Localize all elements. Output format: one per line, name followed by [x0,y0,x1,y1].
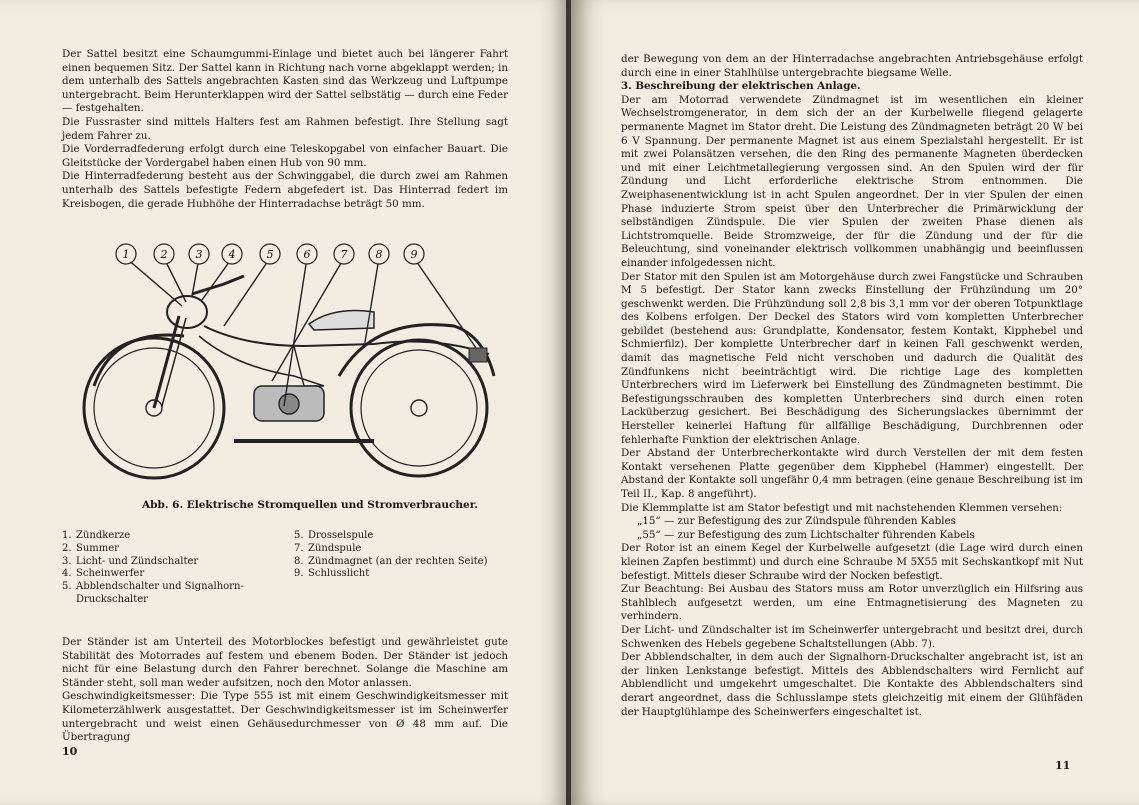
svg-text:2: 2 [160,248,168,261]
legend-number: 5. [62,581,72,593]
callout-4 [222,244,242,264]
paragraph-hinterradfederung: Die Hinterradfederung besteht aus der Schwinggabel, die durch zwei am Rahmen unterhalb des Sattels befestigte Federn abgefedert ist. Das Hinterrad federt im Kreisbogen, die gerade Hubhöhe der Hinterradachse beträgt 50 mm. [62,170,508,210]
legend-column-left [62,530,272,607]
left-top-text [62,48,508,211]
svg-text:4: 4 [228,248,236,261]
paragraph-geschwindigkeitsmesser: Geschwindigkeitsmesser: Die Type 555 ist mit einem Geschwindigkeitsmesser mit Kilometerzählwerk ausgestattet. Der Geschwindigkeitsmesser ist im Scheinwerfer untergebracht und weist einen Gehäusedurchmesser von Ø 48 mm auf. Die Übertragung [62,690,508,744]
paragraph-abstand: Der Abstand der Unterbrecherkontakte wird durch Verstellen der mit dem festen Kontakt versehenen Platte gegenüber dem Kipphebel (Hammer) eingestellt. Der Abstand der Kontakte soll ungefähr 0,4 mm betragen (eine genaue Beschreibung ist im Teil II., Kap. 8 angeführt). [621,447,1083,500]
paragraph-intro: der Bewegung von dem an der Hinterradachse angebrachten Antriebsgehäuse erfolgt durch eine in einer Stahlhülse untergebrachte biegsame Welle. [621,53,1083,79]
paragraph-abblendschalter: Der Abblendschalter, in dem auch der Signalhorn-Druckschalter angebracht ist, ist an der linken Lenkstange befestigt. Mittels des Abblendschalters wird Fernlicht auf Abblendlicht und umgekehrt umgeschaltet. Die Kontakte des Abblendschalters sind derart angeordnet, dass die Schlusslampe stets gleichzeitig mit einem der Glühfäden der Hauptglühlampe des Scheinwerfers eingeschaltet ist. [621,651,1083,718]
paragraph-staender: Der Ständer ist am Unterteil des Motorblockes befestigt und gewährleistet gute Stabilität des Motorrades auf festem und ebenem Boden. Der Ständer ist jedoch nicht für eine Belastung durch den Fahrer berechnet. Solange die Maschine am Ständer steht, soll man weder aufsitzen, noch den Motor anlassen. [62,636,508,689]
page-number-left: 10 [62,745,78,758]
callout-7 [334,244,354,264]
legend-item [294,556,510,569]
right-page-text [621,53,1083,719]
svg-text:6: 6 [303,248,311,261]
callout-8 [369,244,389,264]
paragraph-stator: Der Stator mit den Spulen ist am Motorgehäuse durch zwei Fangstücke und Schrauben M 5 befestigt. Der Stator kann zwecks Einstellung der Frühzündung um 20° geschwenkt werden. Die Frühzündung soll 2,8 bis 3,1 mm vor der oberen Totpunktlage des Kolbens erfolgen. Der Deckel des Stators wird vom kompletten Unterbrecher gebildet (bestehend aus: Grundplatte, Kondensator, festem Kontakt, Kipphebel und Schmierfilz). Der komplette Unterbrecher darf in keinen Fall geschwenkt werden, damit das magnetische Feld nicht verschoben und dadurch die Qualität des Zündfunkens nicht beeinträchtigt wird. Die richtige Lage des kompletten Unterbrechers wird im Lieferwerk bei Einstellung des Zündmagneten bestimmt. Die Befestigungsschrauben des kompletten Unterbrechers sind durch einen roten Lacküberzug gesichert. Bei Beschädigung des Sicherungslackes übernimmt der Hersteller keinerlei Haftung für allfällige Beschädigung, Durchbrennen oder fehlerhafte Funktion der elektrischen Anlage. [621,270,1083,446]
section-heading: 3. Beschreibung der elektrischen Anlage. [621,80,861,93]
paragraph-beachtung: Zur Beachtung: Bei Ausbau des Stators muss am Rotor unverzüglich ein Hilfsring aus Stahlblech aufgesetzt werden, um eine Entmagnetisierung des Magneten zu verhindern. [621,583,1083,623]
legend-label: Drosselspule [308,530,374,541]
paragraph-zuendmagnet: Der am Motorrad verwendete Zündmagnet ist im wesentlichen ein kleiner Wechselstromgenerator, in dem sich der an der Kurbelwelle fliegend gelagerte permanente Magnet im Stator dreht. Die Leistung des Zündmagneten beträgt 20 W bei 6 V Spannung. Der permanente Magnet ist aus einem Spezialstahl hergestellt. Er ist mit zwei Polansätzen versehen, die den Ring des permanente Magneten überdecken und mit einer Leichtmetallegierung vergossen sind. An den Spulen wird der für Zündung und Licht erforderliche elektrische Strom entnommen. Die Zweiphasenentwicklung ist in acht Spulen angeordnet. Der in vier Spulen der einen Phase induzierte Strom speist über den Unterbrecher die Primärwicklung der selbständigen Zündspule. Die vier Spulen der zweiten Phase dienen als Lichtstromquelle. Beide Stromzweige, der für die Zündung und der für die Beleuchtung, sind voneinander elektrisch vollkommen unabhängig und beeinflussen einander infolgedessen nicht. [621,93,1083,269]
svg-text:9: 9 [410,248,418,261]
legend-label: Summer [76,542,119,554]
legend-number: 1. [62,530,72,541]
legend-number: 7. [294,542,304,554]
legend-item [62,530,272,543]
clamp-55: „55“ — zur Befestigung des zum Lichtschalter führenden Kabels [637,528,975,541]
legend-item [294,530,510,543]
legend-item [294,543,510,556]
rear-wheel [351,340,487,476]
headlamp [167,296,207,328]
legend-column-right [294,530,510,581]
seat [309,311,374,331]
legend-number: 9. [294,568,304,580]
callout-1 [116,244,136,264]
legend-label: Zündspule [308,542,362,554]
legend-label: Schlusslicht [308,568,370,580]
figure-caption: Abb. 6. Elektrische Stromquellen und Stromverbraucher. [142,499,478,511]
motorcycle-illustration [74,236,514,490]
legend-item [62,543,272,556]
legend-item [294,568,510,581]
legend-number: 5. [294,530,304,541]
paragraph-sattel: Der Sattel besitzt eine Schaumgummi-Einlage und bietet auch bei längerer Fahrt einen bequemen Sitz. Der Sattel kann in Richtung nach vorne abgeklappt werden; in dem unterhalb des Sattels angebrachten Kasten sind das Werkzeug und Luftpumpe untergebracht. Beim Herunterklappen wird der Sattel selbstätig — durch eine Feder — festgehalten. [62,48,508,115]
callout-6 [297,244,317,264]
callout-2 [154,244,174,264]
legend-number: 3. [62,555,72,567]
svg-text:3: 3 [195,248,203,261]
paragraph-lichtschalter: Der Licht- und Zündschalter ist im Scheinwerfer untergebracht und besitzt drei, durch Schwenken des Hebels gegebene Schaltstellungen (Abb. 7). [621,623,1083,650]
legend-label: Licht- und Zündschalter [76,555,199,567]
legend-label: Scheinwerfer [76,568,145,580]
legend-number: 4. [62,568,72,580]
paragraph-fussraster: Die Fussraster sind mittels Halters fest am Rahmen befestigt. Ihre Stellung sagt jedem Fahrer zu. [62,115,508,142]
paragraph-rotor: Der Rotor ist an einem Kegel der Kurbelwelle aufgesetzt (die Lage wird durch einen kleinen Zapfen bestimmt) und durch eine Schraube M 5X55 mit Sechskantkopf mit Nut befestigt. Mittels dieser Schraube wird der Nocken befestigt. [621,542,1083,582]
svg-text:5: 5 [266,248,274,261]
legend-number: 2. [62,542,72,554]
callout-9 [404,244,424,264]
clamp-15: „15“ — zur Befestigung des zur Zündspule führenden Kables [637,515,956,528]
callout-3 [189,244,209,264]
left-bottom-text [62,636,508,745]
paragraph-klemmplatte: Die Klemmplatte ist am Stator befestigt und mit nachstehenden Klemmen versehen: [621,501,1063,514]
legend-label: Zündkerze [76,530,131,541]
svg-text:1: 1 [122,248,130,261]
legend-number: 8. [294,555,304,567]
tail-light [469,348,487,362]
callout-5 [260,244,280,264]
svg-text:7: 7 [340,248,348,261]
legend-label: Zündmagnet (an der rechten Seite) [308,555,488,567]
svg-text:8: 8 [375,248,383,261]
legend-item [62,581,272,607]
page-number-right: 11 [1055,759,1071,772]
paragraph-vorderradfederung: Die Vorderradfederung erfolgt durch eine Teleskopgabel von einfacher Bauart. Die Gleitstücke der Vordergabel haben einen Hub von 90 mm. [62,143,508,169]
legend-label: Abblendschalter und Signalhorn-Druckschalter [76,581,244,605]
legend-item [62,568,272,581]
legend-item [62,556,272,569]
